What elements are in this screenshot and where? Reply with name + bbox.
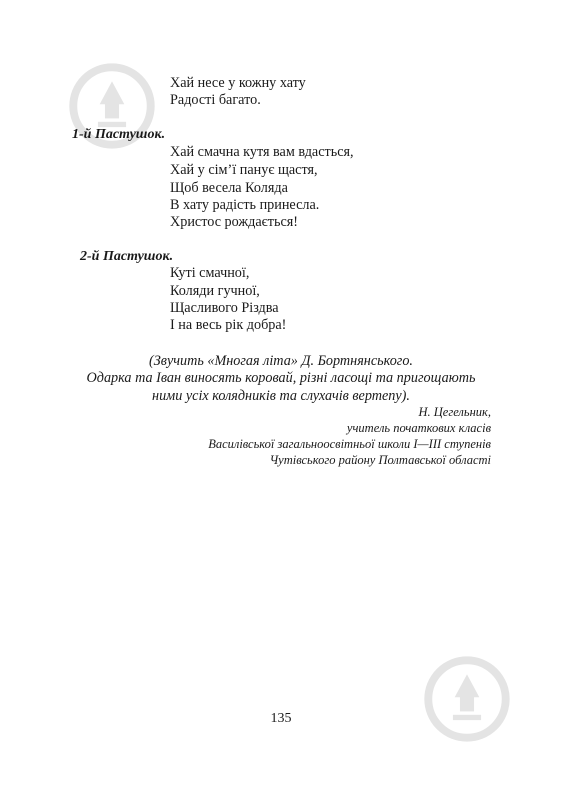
verse-line: Хай у сім’ї панує щастя, — [170, 162, 318, 178]
verse-line: Хай несе у кожну хату — [170, 75, 306, 91]
speaker-label: 1-й Пастушок. — [72, 127, 166, 142]
stage-direction: ними усіх колядників та слухачів вертепу). — [152, 388, 410, 404]
verse-line: І на весь рік добра! — [170, 317, 287, 333]
verse-line: Радості багато. — [170, 92, 261, 108]
verse-line: Христос рождається! — [170, 214, 298, 230]
author-title: учитель початкових класів — [346, 421, 491, 435]
stage-direction: Одарка та Іван виносять коровай, різні ласощі та пригощають — [86, 370, 476, 386]
verse-line: Куті смачної, — [170, 265, 250, 281]
verse-line: Щоб весела Коляда — [170, 180, 288, 196]
watermark-logo-icon — [423, 655, 511, 743]
speaker-label: 2-й Пастушок. — [80, 249, 174, 264]
page-number: 135 — [270, 711, 292, 726]
stage-direction: (Звучить «Многая літа» Д. Бортнянського. — [149, 353, 413, 369]
verse-line: Щасливого Різдва — [170, 300, 279, 316]
verse-line: Хай смачна кутя вам вдасться, — [170, 144, 354, 160]
author-name: Н. Цегельник, — [418, 405, 491, 419]
author-district: Чутівського району Полтавської області — [269, 453, 491, 467]
author-school: Василівської загальноосвітньої школи І—ІІІ ступенів — [208, 437, 491, 451]
verse-line: В хату радість принесла. — [170, 197, 320, 213]
verse-line: Коляди гучної, — [170, 283, 260, 299]
